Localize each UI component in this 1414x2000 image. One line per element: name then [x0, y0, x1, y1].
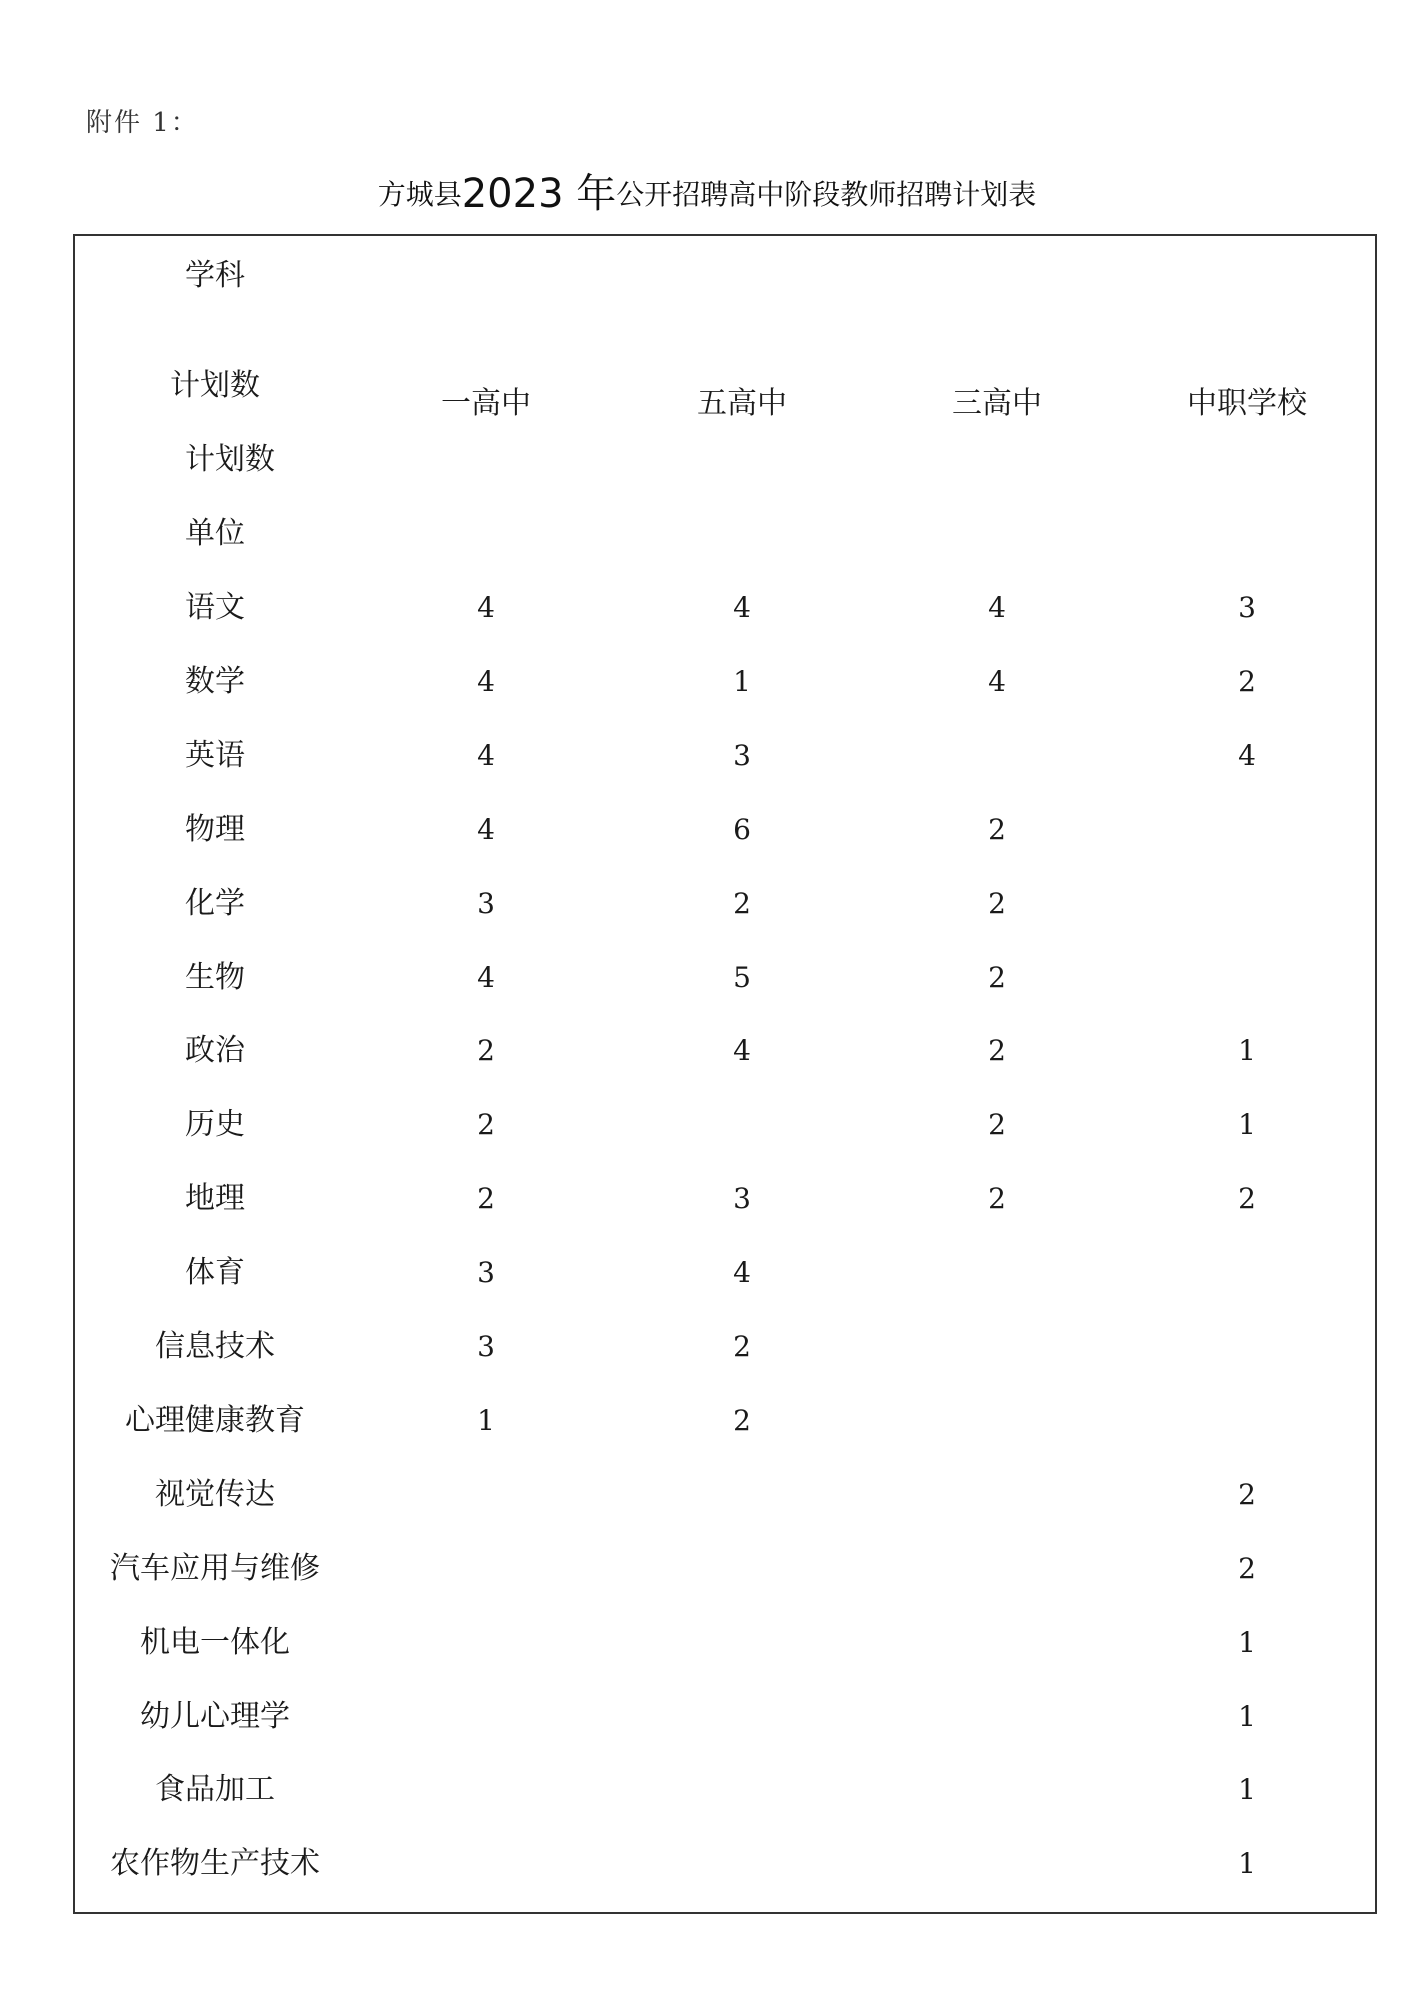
row-value: 3 [1238, 591, 1256, 624]
row-subject: 生物 [185, 959, 245, 995]
row-value: 2 [988, 812, 1006, 846]
row-value: 3 [477, 886, 495, 920]
row-subject: 体育 [185, 1255, 245, 1291]
row-value: 2 [988, 1182, 1006, 1216]
column-header-school-1: 一高中 [441, 386, 531, 421]
header-label-subject: 学科 [185, 258, 245, 293]
row-value: 3 [477, 1256, 495, 1290]
row-subject: 信息技术 [155, 1329, 275, 1364]
row-subject: 视觉传达 [155, 1476, 275, 1512]
row-subject: 政治 [185, 1033, 245, 1069]
row-value: 2 [477, 1182, 495, 1216]
row-value: 4 [733, 1256, 751, 1290]
header-label-plan: 计划数 [170, 368, 260, 403]
row-subject: 语文 [185, 590, 245, 625]
row-value: 2 [733, 1330, 751, 1363]
row-value: 1 [733, 664, 751, 698]
attachment-label: 附件 1： [86, 108, 199, 138]
row-subject: 汽车应用与维修 [110, 1550, 320, 1586]
row-value: 3 [733, 738, 751, 772]
header-label-plan-2: 计划数 [185, 442, 275, 477]
row-value: 1 [1238, 1108, 1256, 1142]
row-value: 4 [477, 664, 495, 698]
row-value: 1 [1238, 1847, 1256, 1881]
row-value: 3 [733, 1182, 751, 1216]
row-value: 2 [988, 1108, 1006, 1142]
recruitment-plan-table [73, 234, 1377, 1914]
row-subject: 地理 [185, 1181, 245, 1217]
row-value: 3 [477, 1330, 495, 1363]
column-header-school-2: 五高中 [697, 386, 787, 421]
row-value: 1 [1238, 1773, 1256, 1807]
row-value: 4 [477, 812, 495, 846]
header-label-unit: 单位 [185, 516, 245, 551]
page-title [0, 166, 1414, 223]
row-value: 2 [988, 960, 1006, 994]
row-value: 4 [733, 1034, 751, 1068]
row-subject: 幼儿心理学 [140, 1698, 290, 1734]
row-value: 2 [988, 886, 1006, 920]
row-value: 2 [1238, 664, 1256, 698]
column-header-school-4: 中职学校 [1187, 386, 1307, 421]
row-subject: 物理 [185, 811, 245, 847]
row-value: 6 [733, 812, 751, 846]
row-subject: 化学 [185, 885, 245, 921]
row-value: 2 [1238, 1477, 1256, 1511]
row-value: 2 [1238, 1182, 1256, 1216]
title-suffix: 公开招聘高中阶段教师招聘计划表 [616, 178, 1037, 211]
row-subject: 机电一体化 [140, 1624, 290, 1660]
row-value: 2 [733, 1403, 751, 1437]
row-value: 1 [477, 1403, 495, 1437]
row-subject: 心理健康教育 [125, 1402, 305, 1438]
column-header-school-3: 三高中 [952, 386, 1042, 421]
row-subject: 英语 [185, 737, 245, 773]
row-value: 2 [733, 886, 751, 920]
row-value: 4 [1238, 738, 1256, 772]
row-value: 4 [477, 738, 495, 772]
row-value: 2 [477, 1108, 495, 1142]
row-value: 2 [988, 1034, 1006, 1068]
row-value: 4 [733, 591, 751, 624]
row-value: 4 [988, 664, 1006, 698]
row-value: 2 [477, 1034, 495, 1068]
row-value: 4 [988, 591, 1006, 624]
title-year: 2023 年 [461, 171, 617, 217]
row-subject: 食品加工 [155, 1772, 275, 1808]
row-value: 2 [1238, 1551, 1256, 1585]
row-subject: 农作物生产技术 [110, 1846, 320, 1882]
row-value: 4 [477, 591, 495, 624]
row-value: 5 [733, 960, 751, 994]
row-value: 1 [1238, 1034, 1256, 1068]
row-value: 1 [1238, 1625, 1256, 1659]
row-value: 1 [1238, 1699, 1256, 1733]
row-value: 4 [477, 960, 495, 994]
row-subject: 数学 [185, 663, 245, 699]
row-subject: 历史 [185, 1107, 245, 1143]
title-prefix: 方城县 [377, 178, 462, 211]
